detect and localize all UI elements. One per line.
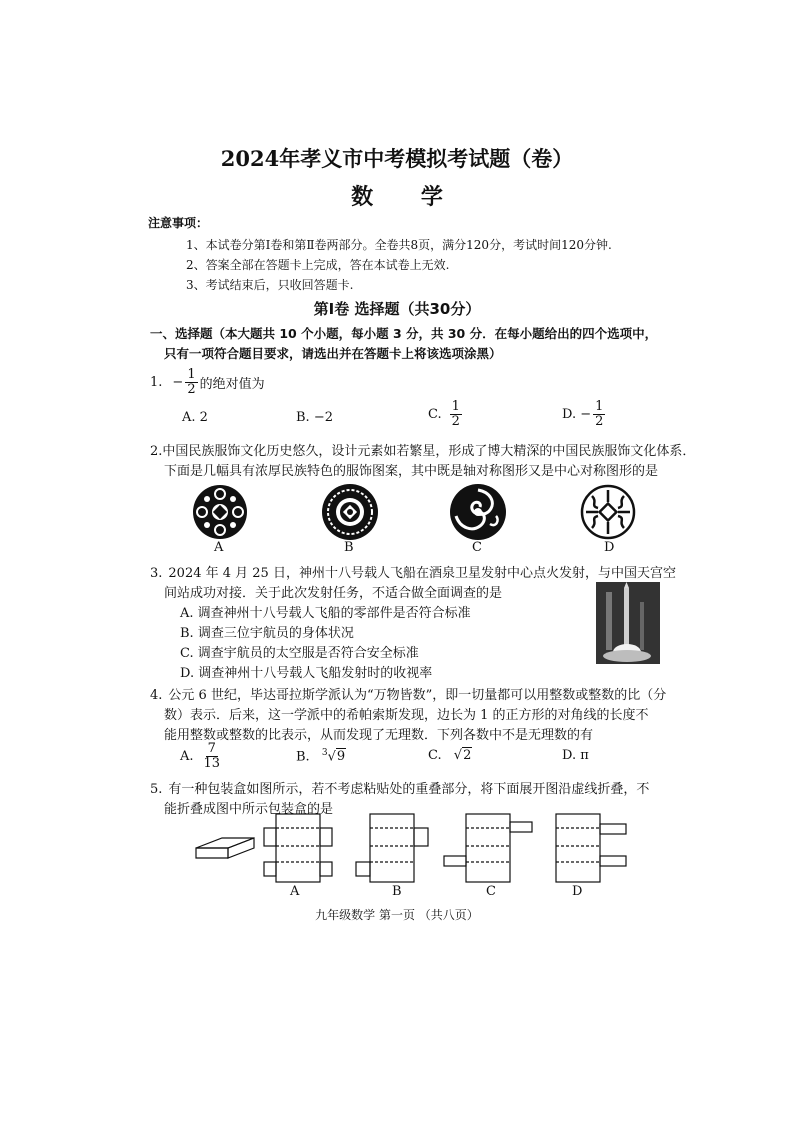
question-1-minus: −	[172, 374, 184, 390]
pattern-c	[450, 484, 506, 540]
fraction-denominator: 2	[187, 381, 196, 397]
pattern-a	[193, 485, 247, 539]
question-3-line2: 间站成功对接．关于此次发射任务，不适合做全面调查的是	[164, 586, 503, 601]
q4-option-b: B. $^3$√9	[296, 748, 346, 765]
q2-label-b: B	[344, 540, 354, 555]
q2-label-c: C	[472, 540, 482, 555]
question-2-line1	[150, 440, 695, 459]
option-label: C.	[428, 406, 442, 422]
section-instruction-line1: 一、选择题（本大题共 10 个小题，每小题 3 分，共 30 分．在每小题给出的四个选项中，	[150, 326, 658, 341]
rocket-launch-photo	[596, 582, 660, 664]
q1-option-b: B. −2	[296, 410, 333, 425]
question-4-line1	[150, 684, 666, 703]
fraction-numerator: 1	[187, 367, 196, 382]
question-2-line2: 下面是几幅具有浓厚民族特色的服饰图案，其中既是轴对称图形又是中心对称图形的是	[164, 464, 659, 479]
q3-option-c: C. 调查宇航员的太空服是否符合安全标准	[180, 646, 419, 661]
q2-label-d: D	[604, 540, 615, 555]
question-1-suffix: 的绝对值为	[199, 376, 265, 392]
question-5-line1	[150, 778, 649, 797]
q3-option-b: B. 调查三位宇航员的身体状况	[180, 626, 354, 641]
rocket-launch-image	[596, 582, 660, 664]
pattern-b	[322, 484, 378, 540]
option-label: D. −	[562, 406, 592, 422]
net-c	[444, 814, 532, 882]
q5-label-c: C	[486, 884, 496, 899]
fraction-numerator: 1	[451, 399, 460, 414]
section-title: 第Ⅰ卷 选择题（共30分）	[313, 300, 481, 318]
fraction-numerator: 1	[595, 399, 604, 414]
question-3-line1	[150, 562, 676, 581]
option-label: B.	[296, 749, 310, 765]
pattern-d	[582, 486, 634, 538]
option-label: A.	[180, 748, 194, 764]
subject-title: 数 学	[351, 184, 463, 210]
radicand: 9	[336, 749, 346, 765]
q1-option-c-fraction	[450, 400, 462, 428]
question-5-text: 有一种包装盒如图所示，若不考虑粘贴处的重叠部分，将下面展开图沿虚线折叠，不	[168, 782, 650, 797]
package-box	[196, 838, 254, 858]
question-4-line2: 数）表示．后来，这一学派中的希帕索斯发现，边长为 1 的正方形的对角线的长度不	[164, 708, 649, 723]
q1-option-a: A. 2	[182, 410, 208, 425]
question-5-number: 5.	[150, 782, 163, 797]
fraction-denominator: 2	[595, 413, 604, 429]
q5-nets	[190, 808, 640, 888]
q5-label-b: B	[392, 884, 402, 899]
question-3-text: 2024 年 4 月 25 日，神州十八号载人飞船在酒泉卫星发射中心点火发射，与中国天宫空	[168, 566, 676, 581]
question-3-number: 3.	[150, 566, 163, 581]
question-1-stem	[150, 368, 265, 396]
q3-option-a: A. 调查神州十八号载人飞船的零部件是否符合标准	[180, 606, 471, 621]
fraction-denominator: 13	[203, 755, 221, 771]
section-instruction-line2: 只有一项符合题目要求，请选出并在答题卡上将该选项涂黑）	[164, 346, 502, 361]
q2-patterns	[190, 480, 670, 556]
notice-item-1: 1、本试卷分第Ⅰ卷和第Ⅱ卷两部分。全卷共8页，满分120分，考试时间120分钟.	[186, 238, 612, 252]
notice-item-2: 2、答案全部在答题卡上完成，答在本试卷上无效.	[186, 258, 450, 272]
q4-option-a-fraction	[202, 742, 223, 770]
net-b	[356, 814, 428, 882]
net-a	[264, 814, 332, 882]
radicand: 2	[463, 748, 472, 763]
question-2-number: 2.	[150, 444, 163, 459]
option-label: C.	[428, 748, 442, 763]
q1-option-c	[428, 400, 464, 428]
root-index: 3	[321, 748, 328, 758]
fraction-numerator: 7	[207, 741, 216, 756]
question-1-fraction	[185, 368, 197, 396]
question-4-line3: 能用整数或整数的比表示，从而发现了无理数．下列各数中不是无理数的有	[164, 728, 594, 743]
q5-label-d: D	[572, 884, 583, 899]
net-d	[556, 814, 626, 882]
question-4-number: 4.	[150, 688, 163, 703]
q5-label-a: A	[290, 884, 300, 899]
q4-option-c: C. √2	[428, 748, 472, 763]
q4-option-d: D. π	[562, 748, 589, 763]
q1-option-d-fraction	[593, 400, 605, 428]
question-1-number: 1.	[150, 374, 163, 390]
question-2-text: 中国民族服饰文化历史悠久，设计元素如若繁星，形成了博大精深的中国民族服饰文化体系．	[162, 444, 696, 459]
fraction-denominator: 2	[451, 413, 460, 429]
q3-option-d: D. 调查神州十八号载人飞船发射时的收视率	[180, 666, 433, 681]
question-4-text: 公元 6 世纪，毕达哥拉斯学派认为“万物皆数”，即一切量都可以用整数或整数的比（分	[168, 688, 667, 703]
question-5-line2: 能折叠成图中所示包装盒的是	[164, 802, 334, 817]
q4-option-a	[180, 742, 224, 770]
notice-item-3: 3、考试结束后，只收回答题卡.	[186, 278, 354, 292]
q1-option-d	[562, 400, 607, 428]
page-footer: 九年级数学 第一页 （共八页）	[315, 908, 479, 922]
q2-label-a: A	[214, 540, 224, 555]
page-title: 2024年孝义市中考模拟考试题（卷）	[220, 146, 574, 171]
notice-heading: 注意事项：	[148, 216, 209, 230]
